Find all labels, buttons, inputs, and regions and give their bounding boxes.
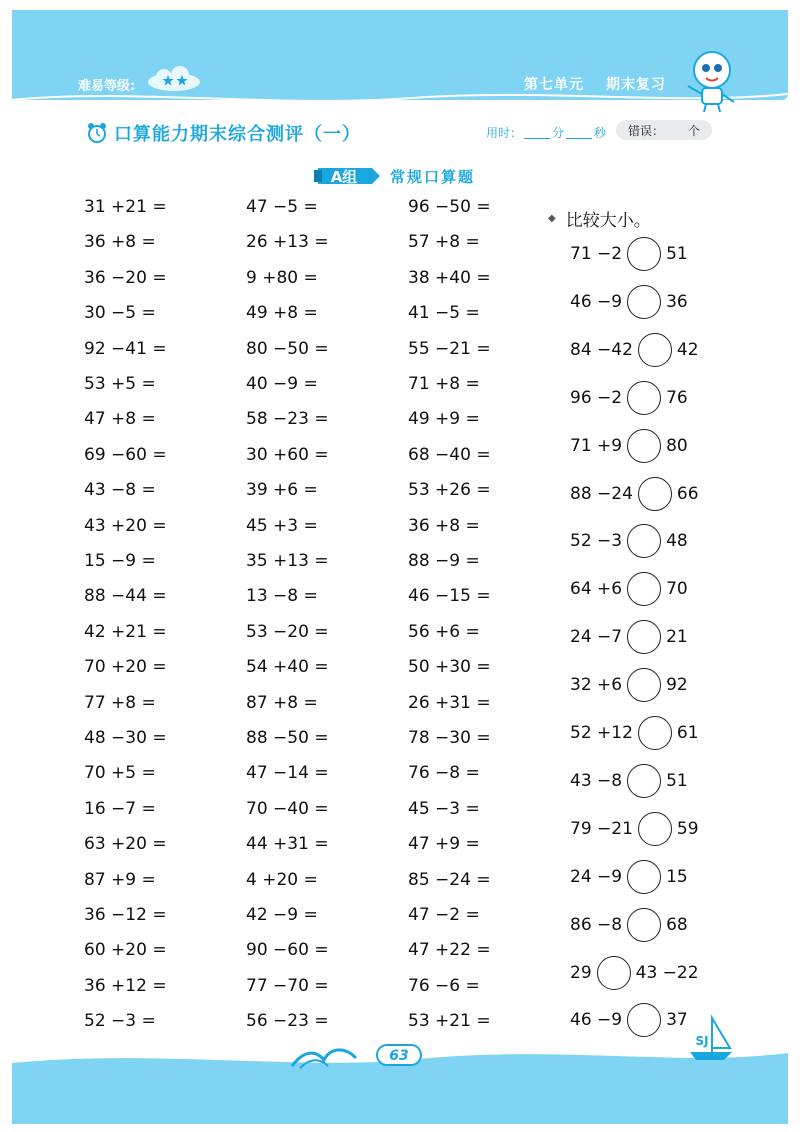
problem-item: 47 −2 = [408, 905, 480, 925]
compare-right: 70 [666, 579, 688, 600]
problem-item: 31 +21 = [84, 197, 167, 217]
problem-item: 54 +40 = [246, 657, 329, 678]
group-heading [312, 162, 475, 190]
difficulty-label: 难易等级: [78, 79, 136, 94]
compare-right: 92 [666, 675, 688, 696]
compare-row [570, 474, 699, 514]
problem-item: 26 +31 = [408, 692, 491, 713]
compare-left: 32 +6 [570, 675, 623, 696]
problem-item: 87 +8 = [246, 692, 318, 713]
compare-right: 15 [666, 866, 688, 887]
compare-heading [548, 206, 651, 231]
compare-row [570, 665, 688, 705]
problem-item: 36 −12 = [84, 905, 167, 925]
compare-left: 43 −8 [570, 770, 623, 791]
compare-answer-circle[interactable] [627, 860, 661, 894]
problem-item: 40 −9 = [246, 374, 318, 394]
problem-item: 56 −23 = [246, 1011, 329, 1032]
problem-item: 76 −6 = [408, 975, 480, 996]
problem-item: 88 −50 = [246, 728, 329, 748]
compare-row [570, 234, 688, 274]
problem-item: 58 −23 = [246, 409, 329, 430]
compare-row [570, 857, 688, 897]
problem-item: 30 +60 = [246, 444, 329, 465]
problem-item: 80 −50 = [246, 338, 329, 359]
review-label: 期末复习 [606, 77, 666, 93]
cloud-stars-icon [146, 66, 202, 92]
compare-answer-circle[interactable] [627, 285, 661, 319]
header-band [0, 0, 800, 112]
compare-left: 71 +9 [570, 435, 623, 456]
problem-item: 36 +12 = [84, 975, 167, 996]
compare-right: 43 −22 [635, 962, 699, 983]
compare-answer-circle[interactable] [597, 956, 631, 990]
problem-item: 71 +8 = [408, 374, 480, 394]
problem-item: 4 +20 = [246, 869, 318, 890]
problem-item: 47 +9 = [408, 834, 480, 855]
problem-item: 39 +6 = [246, 480, 318, 501]
problem-item: 26 +13 = [246, 232, 329, 253]
problem-item: 45 −3 = [408, 798, 480, 819]
problem-item: 15 −9 = [84, 551, 156, 571]
compare-answer-circle[interactable] [627, 908, 661, 942]
compare-row [570, 426, 688, 466]
compare-row [570, 713, 699, 753]
problem-item: 63 +20 = [84, 834, 167, 855]
compare-left: 79 −21 [570, 818, 633, 839]
time-used [486, 124, 606, 141]
problem-item: 85 −24 = [408, 869, 491, 890]
problem-item: 68 −40 = [408, 444, 491, 465]
compare-row [570, 282, 688, 322]
second-blank[interactable] [566, 126, 592, 139]
problem-item: 49 +8 = [246, 303, 318, 324]
compare-row [570, 761, 688, 801]
compare-left: 96 −2 [570, 387, 623, 408]
compare-answer-circle[interactable] [627, 620, 661, 654]
diamond-bullet-icon: ◆ [548, 213, 556, 224]
problem-item: 53 +21 = [408, 1011, 491, 1032]
compare-left: 24 −7 [570, 627, 623, 648]
compare-right: 66 [676, 483, 699, 504]
problem-item: 47 −5 = [246, 197, 318, 217]
problem-item: 96 −50 = [408, 197, 491, 217]
problem-item: 36 +8 = [84, 232, 156, 253]
compare-answer-circle[interactable] [638, 477, 672, 511]
problem-item: 47 −14 = [246, 763, 329, 784]
problem-item: 90 −60 = [246, 940, 329, 961]
problem-item: 44 +31 = [246, 834, 329, 855]
compare-answer-circle[interactable] [627, 668, 661, 702]
group-title: 常规口算题 [390, 167, 476, 186]
compare-row [570, 521, 688, 561]
problem-item: 53 +26 = [408, 480, 491, 501]
compare-right: 68 [666, 914, 688, 935]
compare-answer-circle[interactable] [627, 1003, 661, 1037]
boat-label: SJ [695, 1034, 709, 1048]
compare-left: 64 +6 [570, 579, 623, 600]
splash-wave-icon [290, 1040, 360, 1070]
compare-right: 42 [676, 339, 699, 360]
compare-right: 59 [676, 818, 699, 839]
compare-answer-circle[interactable] [627, 381, 661, 415]
problem-item: 45 +3 = [246, 515, 318, 536]
problem-item: 57 +8 = [408, 232, 480, 253]
compare-right: 36 [666, 291, 688, 312]
problem-item: 42 +21 = [84, 621, 167, 642]
problem-item: 47 +22 = [408, 940, 491, 961]
problem-item: 87 +9 = [84, 869, 156, 890]
compare-heading-text: 比较大小。 [565, 211, 651, 231]
problem-item: 43 −8 = [84, 480, 156, 501]
compare-answer-circle[interactable] [627, 429, 661, 463]
compare-left: 86 −8 [570, 914, 623, 935]
compare-right: 61 [676, 723, 699, 743]
group-badge-text: A组 [330, 168, 358, 186]
problem-item: 52 −3 = [84, 1011, 156, 1032]
time-label: 用时： [486, 126, 523, 140]
problem-item: 76 −8 = [408, 763, 480, 784]
problem-item: 46 −15 = [408, 586, 491, 607]
problem-item: 13 −8 = [246, 586, 318, 607]
unit-label: 第七单元 [524, 77, 584, 93]
compare-row [570, 809, 699, 849]
problem-item: 70 +5 = [84, 763, 156, 784]
compare-right: 51 [666, 770, 688, 791]
problem-item: 36 +8 = [408, 515, 480, 536]
compare-row [570, 569, 688, 609]
problem-item: 50 +30 = [408, 657, 491, 678]
problem-item: 53 +5 = [84, 374, 156, 394]
compare-answer-circle[interactable] [627, 572, 661, 606]
compare-right: 76 [666, 387, 688, 408]
minute-blank[interactable] [524, 126, 550, 139]
compare-row [570, 617, 688, 657]
compare-right: 21 [666, 627, 688, 648]
problem-item: 53 −20 = [246, 621, 329, 642]
group-badge-icon [312, 162, 382, 190]
compare-answer-circle[interactable] [638, 812, 672, 846]
problem-item: 88 −9 = [408, 551, 480, 571]
compare-answer-circle[interactable] [627, 237, 661, 271]
compare-right: 37 [666, 1010, 688, 1031]
problem-item: 16 −7 = [84, 798, 156, 819]
problem-item: 88 −44 = [84, 586, 167, 607]
error-label: 错误： [628, 123, 665, 138]
compare-answer-circle[interactable] [638, 716, 672, 750]
compare-left: 24 −9 [570, 866, 623, 887]
second-label: 秒 [594, 126, 607, 140]
problem-item: 47 +8 = [84, 409, 156, 430]
compare-row [570, 1000, 688, 1040]
problem-item: 69 −60 = [84, 444, 167, 465]
mascot-icon [682, 48, 738, 114]
problem-item: 41 −5 = [408, 303, 480, 324]
compare-answer-circle[interactable] [638, 333, 672, 367]
compare-left: 71 −2 [570, 244, 623, 264]
page-number: 63 [376, 1044, 422, 1066]
compare-left: 52 −3 [570, 531, 623, 552]
problem-item: 42 −9 = [246, 905, 318, 925]
problem-item: 36 −20 = [84, 267, 167, 288]
compare-left: 46 −9 [570, 1010, 623, 1031]
problem-item: 70 −40 = [246, 798, 329, 819]
problem-item: 77 +8 = [84, 692, 156, 713]
problem-item: 48 −30 = [84, 728, 167, 748]
problem-item: 9 +80 = [246, 267, 318, 288]
compare-left: 88 −24 [570, 483, 633, 504]
problem-item: 77 −70 = [246, 975, 329, 996]
compare-answer-circle[interactable] [627, 764, 661, 798]
problem-item: 56 +6 = [408, 621, 480, 642]
compare-right: 80 [666, 435, 688, 456]
problem-item: 35 +13 = [246, 551, 329, 571]
compare-left: 46 −9 [570, 291, 623, 312]
problem-item: 30 −5 = [84, 303, 156, 324]
alarm-clock-icon [86, 122, 108, 144]
problem-item: 38 +40 = [408, 267, 491, 288]
compare-left: 84 −42 [570, 339, 633, 360]
compare-row [570, 378, 688, 418]
problem-item: 78 −30 = [408, 728, 491, 748]
compare-answer-circle[interactable] [627, 524, 661, 558]
compare-row [570, 953, 699, 993]
sailboat-icon [686, 1014, 736, 1064]
problem-item: 55 −21 = [408, 338, 491, 359]
compare-left: 29 [570, 962, 592, 983]
problem-item: 70 +20 = [84, 657, 167, 678]
minute-label: 分 [552, 126, 565, 140]
problem-item: 92 −41 = [84, 338, 167, 359]
problem-item: 60 +20 = [84, 940, 167, 961]
compare-right: 48 [666, 531, 688, 552]
error-unit: 个 [687, 123, 700, 138]
title-row [86, 120, 361, 146]
compare-right: 51 [666, 244, 688, 264]
compare-left: 52 +12 [570, 723, 633, 743]
error-count-box[interactable] [616, 120, 712, 140]
compare-row [570, 905, 688, 945]
problem-item: 43 +20 = [84, 515, 167, 536]
compare-row [570, 330, 699, 370]
page-title: 口算能力期末综合测评（一） [114, 124, 361, 145]
problem-item: 49 +9 = [408, 409, 480, 430]
